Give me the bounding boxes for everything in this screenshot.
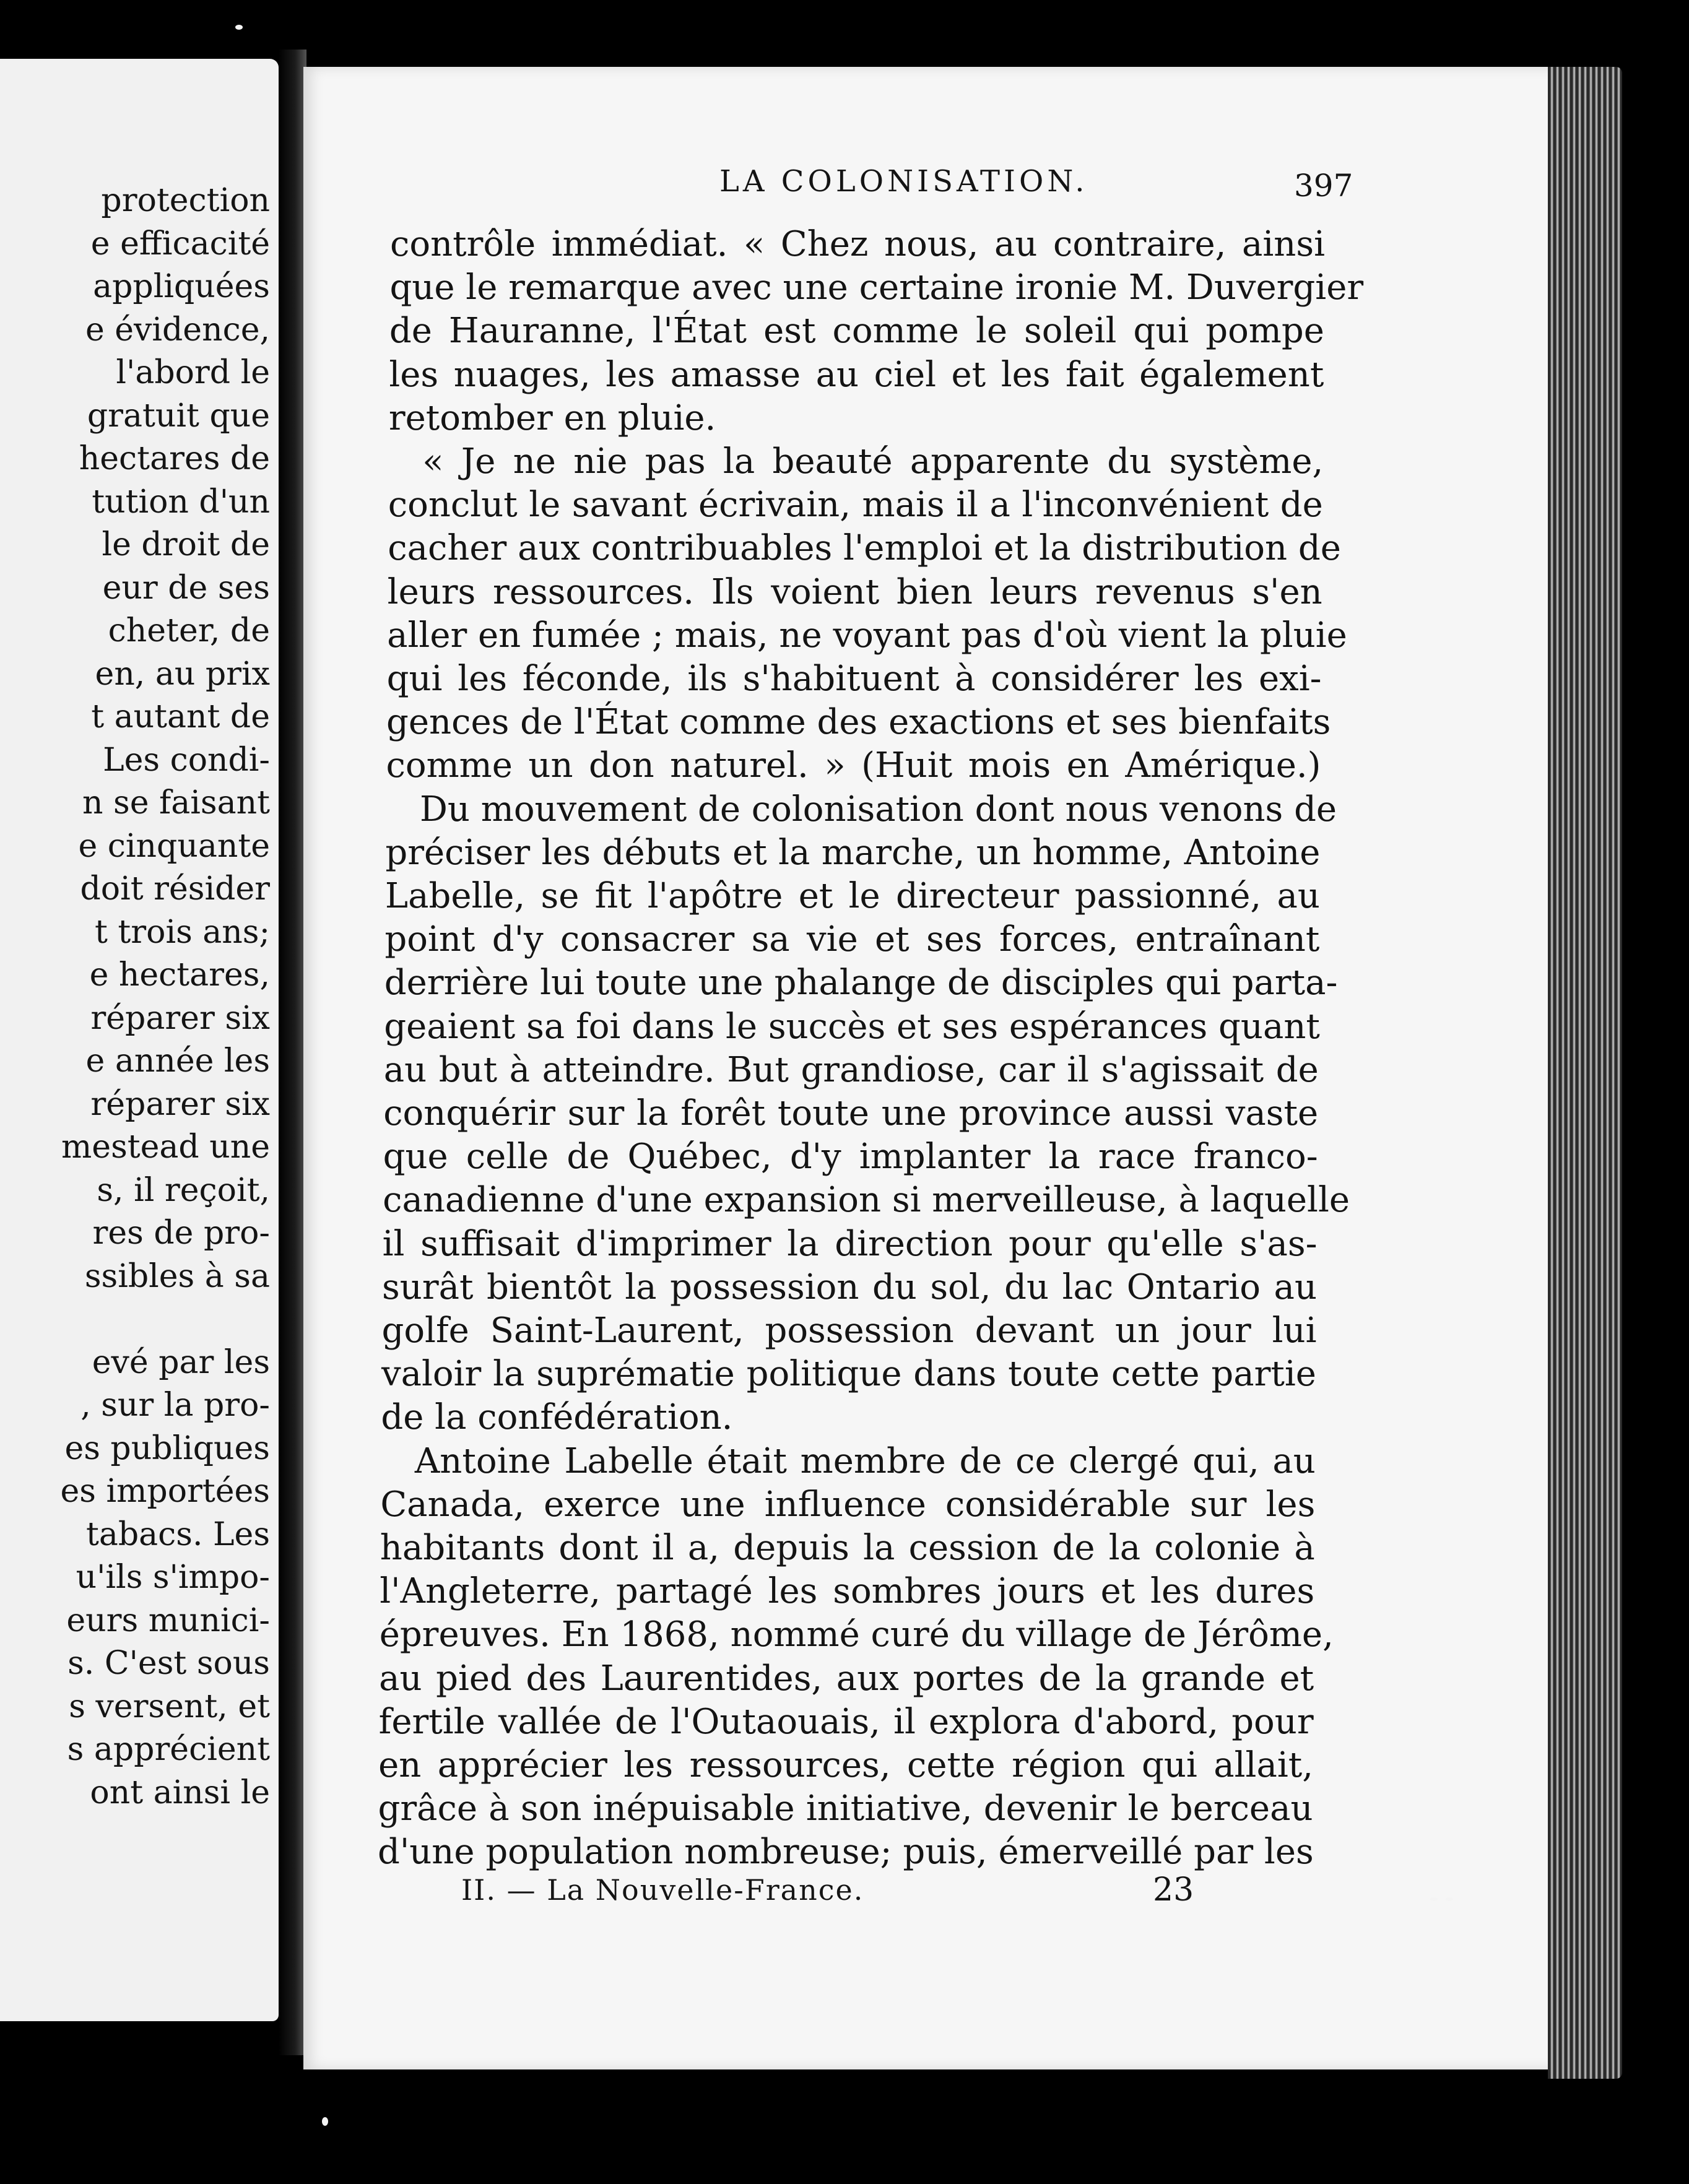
left-page-line: l'abord le [116,354,270,391]
left-page-line: n se faisant [82,784,270,821]
text-line: geaient sa foi dans le succès et ses espérances quant [384,1006,1320,1047]
left-page-line: gratuit que [87,397,270,435]
left-page-line: t autant de [91,698,270,735]
text-line: il suffisait d'imprimer la direction pour qu'elle s'as- [382,1223,1318,1264]
left-page-line: e cinquante [78,827,270,865]
text-line: aller en fumée ; mais, ne voyant pas d'où vient la pluie [387,615,1347,656]
text-line: en apprécier les ressources, cette région qui allait, [378,1745,1314,1785]
left-page-line: mestead une [61,1129,270,1166]
speck [1430,1897,1438,1901]
text-line: au pied des Laurentides, aux portes de la grande et [379,1658,1314,1699]
speck [1446,1897,1453,1901]
left-page-line: tution d'un [92,483,270,521]
text-line: l'Angleterre, partagé les sombres jours et les dures [380,1571,1315,1612]
text-line: les nuages, les amasse au ciel et les fait également [389,354,1324,395]
text-line: Labelle, se fit l'apôtre et le directeur passionné, au [384,876,1320,916]
left-page-line: doit résider [80,870,270,908]
text-line: Canada, exerce une influence considérable sur les [380,1484,1316,1525]
text-line: fertile vallée de l'Outaouais, il explora d'abord, pour [378,1701,1314,1742]
text-line: Du mouvement de colonisation dont nous venons de [419,789,1337,830]
text-line: golfe Saint-Laurent, possession devant un jour lui [381,1311,1317,1351]
text-line: que celle de Québec, d'y implanter la race franco- [383,1137,1318,1177]
left-page-line: e évidence, [85,311,270,349]
text-line: contrôle immédiat. « Chez nous, au contraire, ainsi [390,224,1325,264]
left-page-line: evé par les [92,1343,270,1381]
left-page-line: es publiques [64,1429,270,1467]
text-line: que le remarque avec une certaine ironie M. Duvergier [389,267,1364,308]
text-line: point d'y consacrer sa vie et ses forces, entraînant [384,919,1320,960]
text-line: conclut le savant écrivain, mais il a l'inconvénient de [388,485,1323,526]
left-page-line: , sur la pro- [80,1387,270,1424]
left-page-line: ont ainsi le [90,1774,270,1811]
left-page-line: e efficacité [90,225,270,262]
speck [235,25,243,30]
left-page-line: le droit de [102,526,270,563]
text-line: canadienne d'une expansion si merveilleuse, à laquelle [383,1180,1350,1221]
left-page-line: réparer six [90,1085,270,1123]
text-line: de la confédération. [381,1397,733,1438]
running-head: LA COLONISATION. [719,164,1088,199]
text-line: cacher aux contribuables l'emploi et la distribution de [388,528,1341,569]
text-line: au but à atteindre. But grandiose, car il s'agissait de [383,1049,1319,1090]
text-line: qui les féconde, ils s'habituent à considérer les exi- [386,659,1322,699]
text-line: habitants dont il a, depuis la cession de la colonie à [380,1528,1315,1568]
page-edges [1548,67,1622,2079]
left-page-line: en, au prix [95,655,270,693]
text-line: derrière lui toute une phalange de disciples qui parta- [384,963,1338,1003]
left-facing-page [0,59,279,2021]
left-page-line: Les condi- [103,741,270,779]
signature-number: 23 [1153,1871,1194,1909]
text-line: comme un don naturel. » (Huit mois en Amérique.) [386,745,1321,786]
left-page-line: s apprécient [67,1731,270,1768]
text-line: gences de l'État comme des exactions et ses bienfaits [386,702,1331,743]
signature-mark: II. — La Nouvelle-France. [461,1873,864,1907]
text-line: « Je ne nie pas la beauté apparente du système, [422,441,1324,482]
left-page-line: cheter, de [108,612,270,649]
left-page-line: s, il reçoit, [97,1171,270,1209]
left-page-line: t trois ans; [94,913,270,951]
text-line: grâce à son inépuisable initiative, devenir le berceau [378,1788,1313,1829]
text-line: valoir la suprématie politique dans toute cette partie [381,1354,1316,1395]
left-page-line: ssibles à sa [84,1257,270,1295]
left-page-line: hectares de [79,440,270,477]
left-page-line: protection [101,182,270,219]
book-gutter-shadow [279,50,306,2055]
left-page-line: réparer six [90,999,270,1037]
left-page-line: res de pro- [92,1215,270,1252]
page-number: 397 [1294,168,1353,204]
left-page-line: e hectares, [89,956,270,994]
text-line: épreuves. En 1868, nommé curé du village de Jérôme, [379,1614,1334,1655]
text-line: Antoine Labelle était membre de ce clergé qui, au [414,1441,1316,1481]
text-line: d'une population nombreuse; puis, émerveillé par les [378,1832,1314,1873]
text-line: surât bientôt la possession du sol, du lac Ontario au [382,1267,1318,1307]
left-page-line: e année les [85,1042,270,1080]
left-page-line: u'ils s'impo- [76,1559,270,1596]
left-page-line: tabacs. Les [85,1515,270,1553]
left-page-line: eurs munici- [66,1601,270,1639]
left-page-line: s. C'est sous [67,1645,270,1682]
text-line: retomber en pluie. [388,397,716,438]
text-line: conquérir sur la forêt toute une province aussi vaste [383,1093,1319,1133]
text-line: de Hauranne, l'État est comme le soleil qui pompe [389,311,1324,352]
left-page-line: s versent, et [69,1688,270,1725]
speck [322,2117,328,2126]
left-page-line: es importées [60,1473,270,1510]
text-line: préciser les débuts et la marche, un homme, Antoine [385,832,1321,873]
text-line: leurs ressources. Ils voient bien leurs revenus s'en [387,571,1322,612]
left-page-line: eur de ses [102,569,270,607]
left-page-line: appliquées [93,268,270,305]
